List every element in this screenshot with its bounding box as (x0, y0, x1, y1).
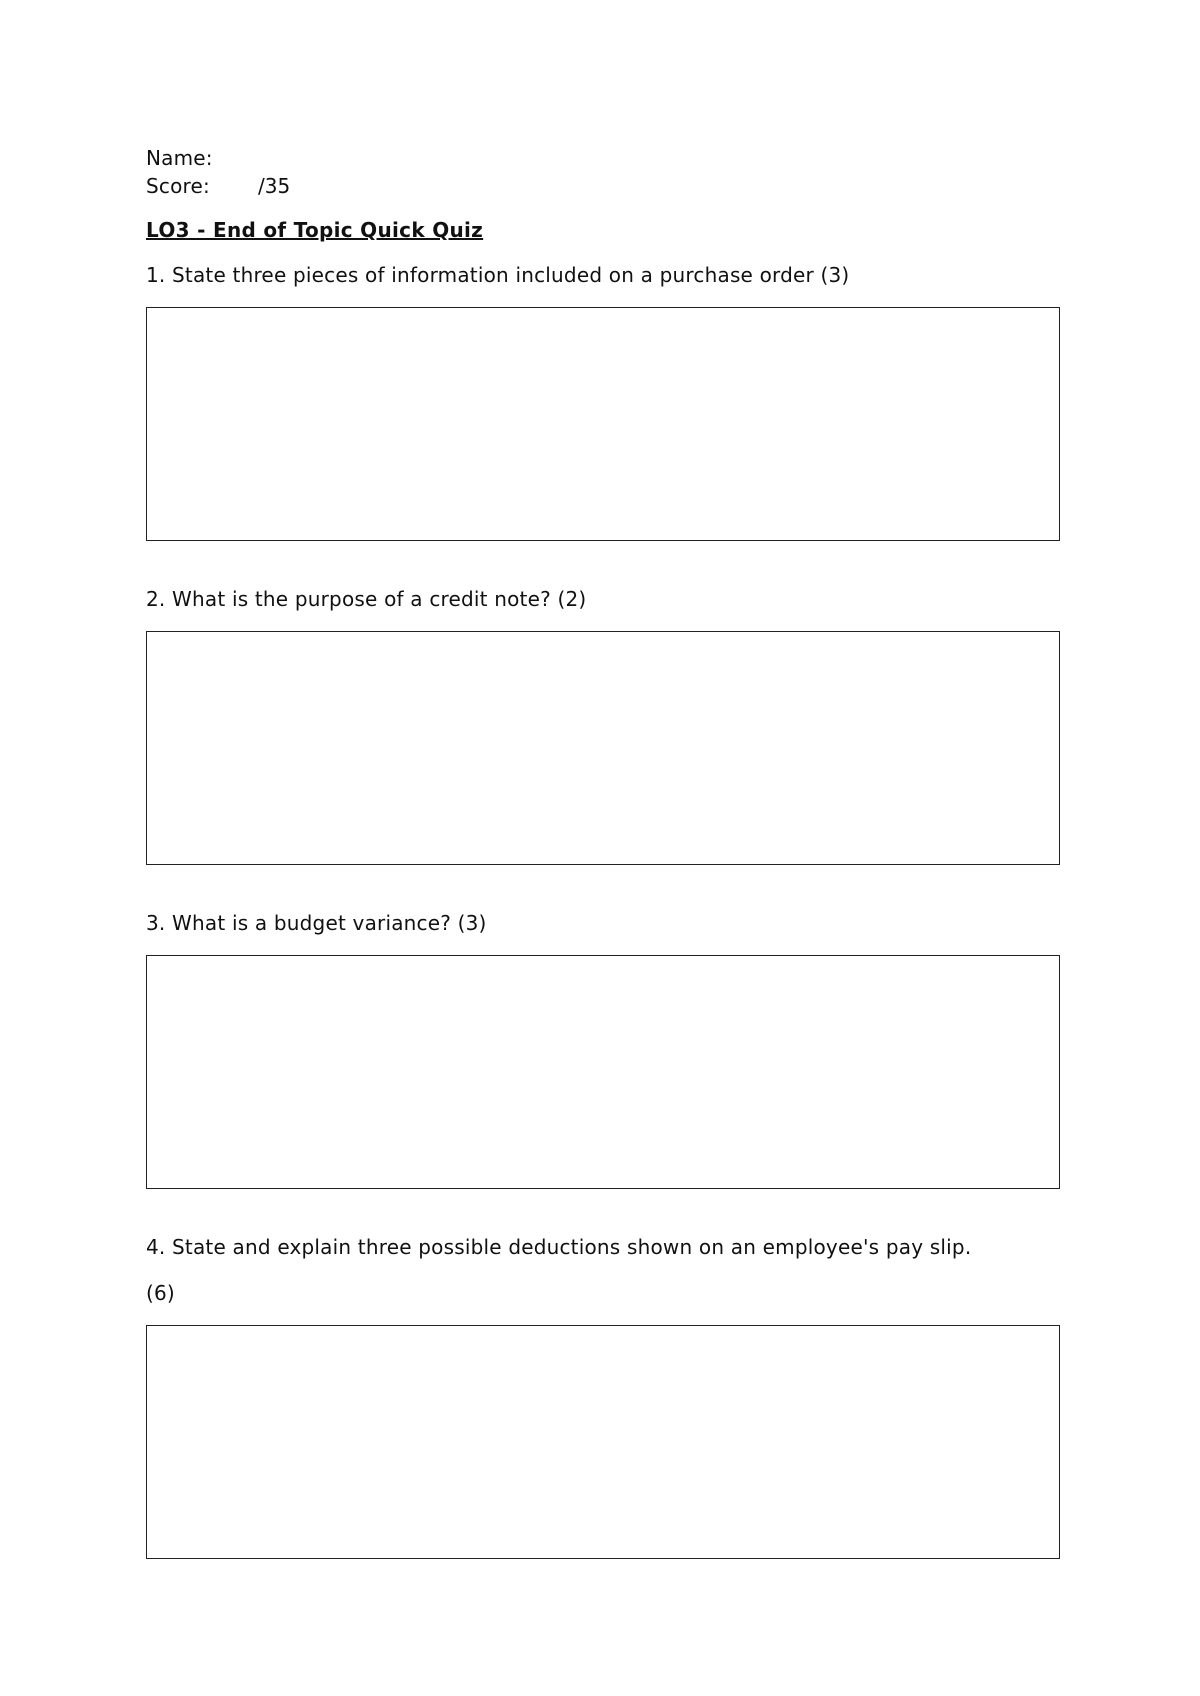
answer-box-4[interactable] (146, 1325, 1060, 1559)
score-total: /35 (258, 174, 291, 198)
score-label: Score: (146, 174, 210, 198)
question-2-text: 2. What is the purpose of a credit note? (2) (146, 587, 587, 611)
answer-box-1[interactable] (146, 307, 1060, 541)
name-label: Name: (146, 146, 213, 170)
question-1-text: 1. State three pieces of information included on a purchase order (3) (146, 263, 850, 287)
question-4-text: 4. State and explain three possible deductions shown on an employee's pay slip. (146, 1235, 972, 1259)
answer-box-2[interactable] (146, 631, 1060, 865)
question-3-text: 3. What is a budget variance? (3) (146, 911, 487, 935)
quiz-title: LO3 - End of Topic Quick Quiz (146, 218, 484, 242)
answer-box-3[interactable] (146, 955, 1060, 1189)
question-4-marks: (6) (146, 1281, 175, 1305)
